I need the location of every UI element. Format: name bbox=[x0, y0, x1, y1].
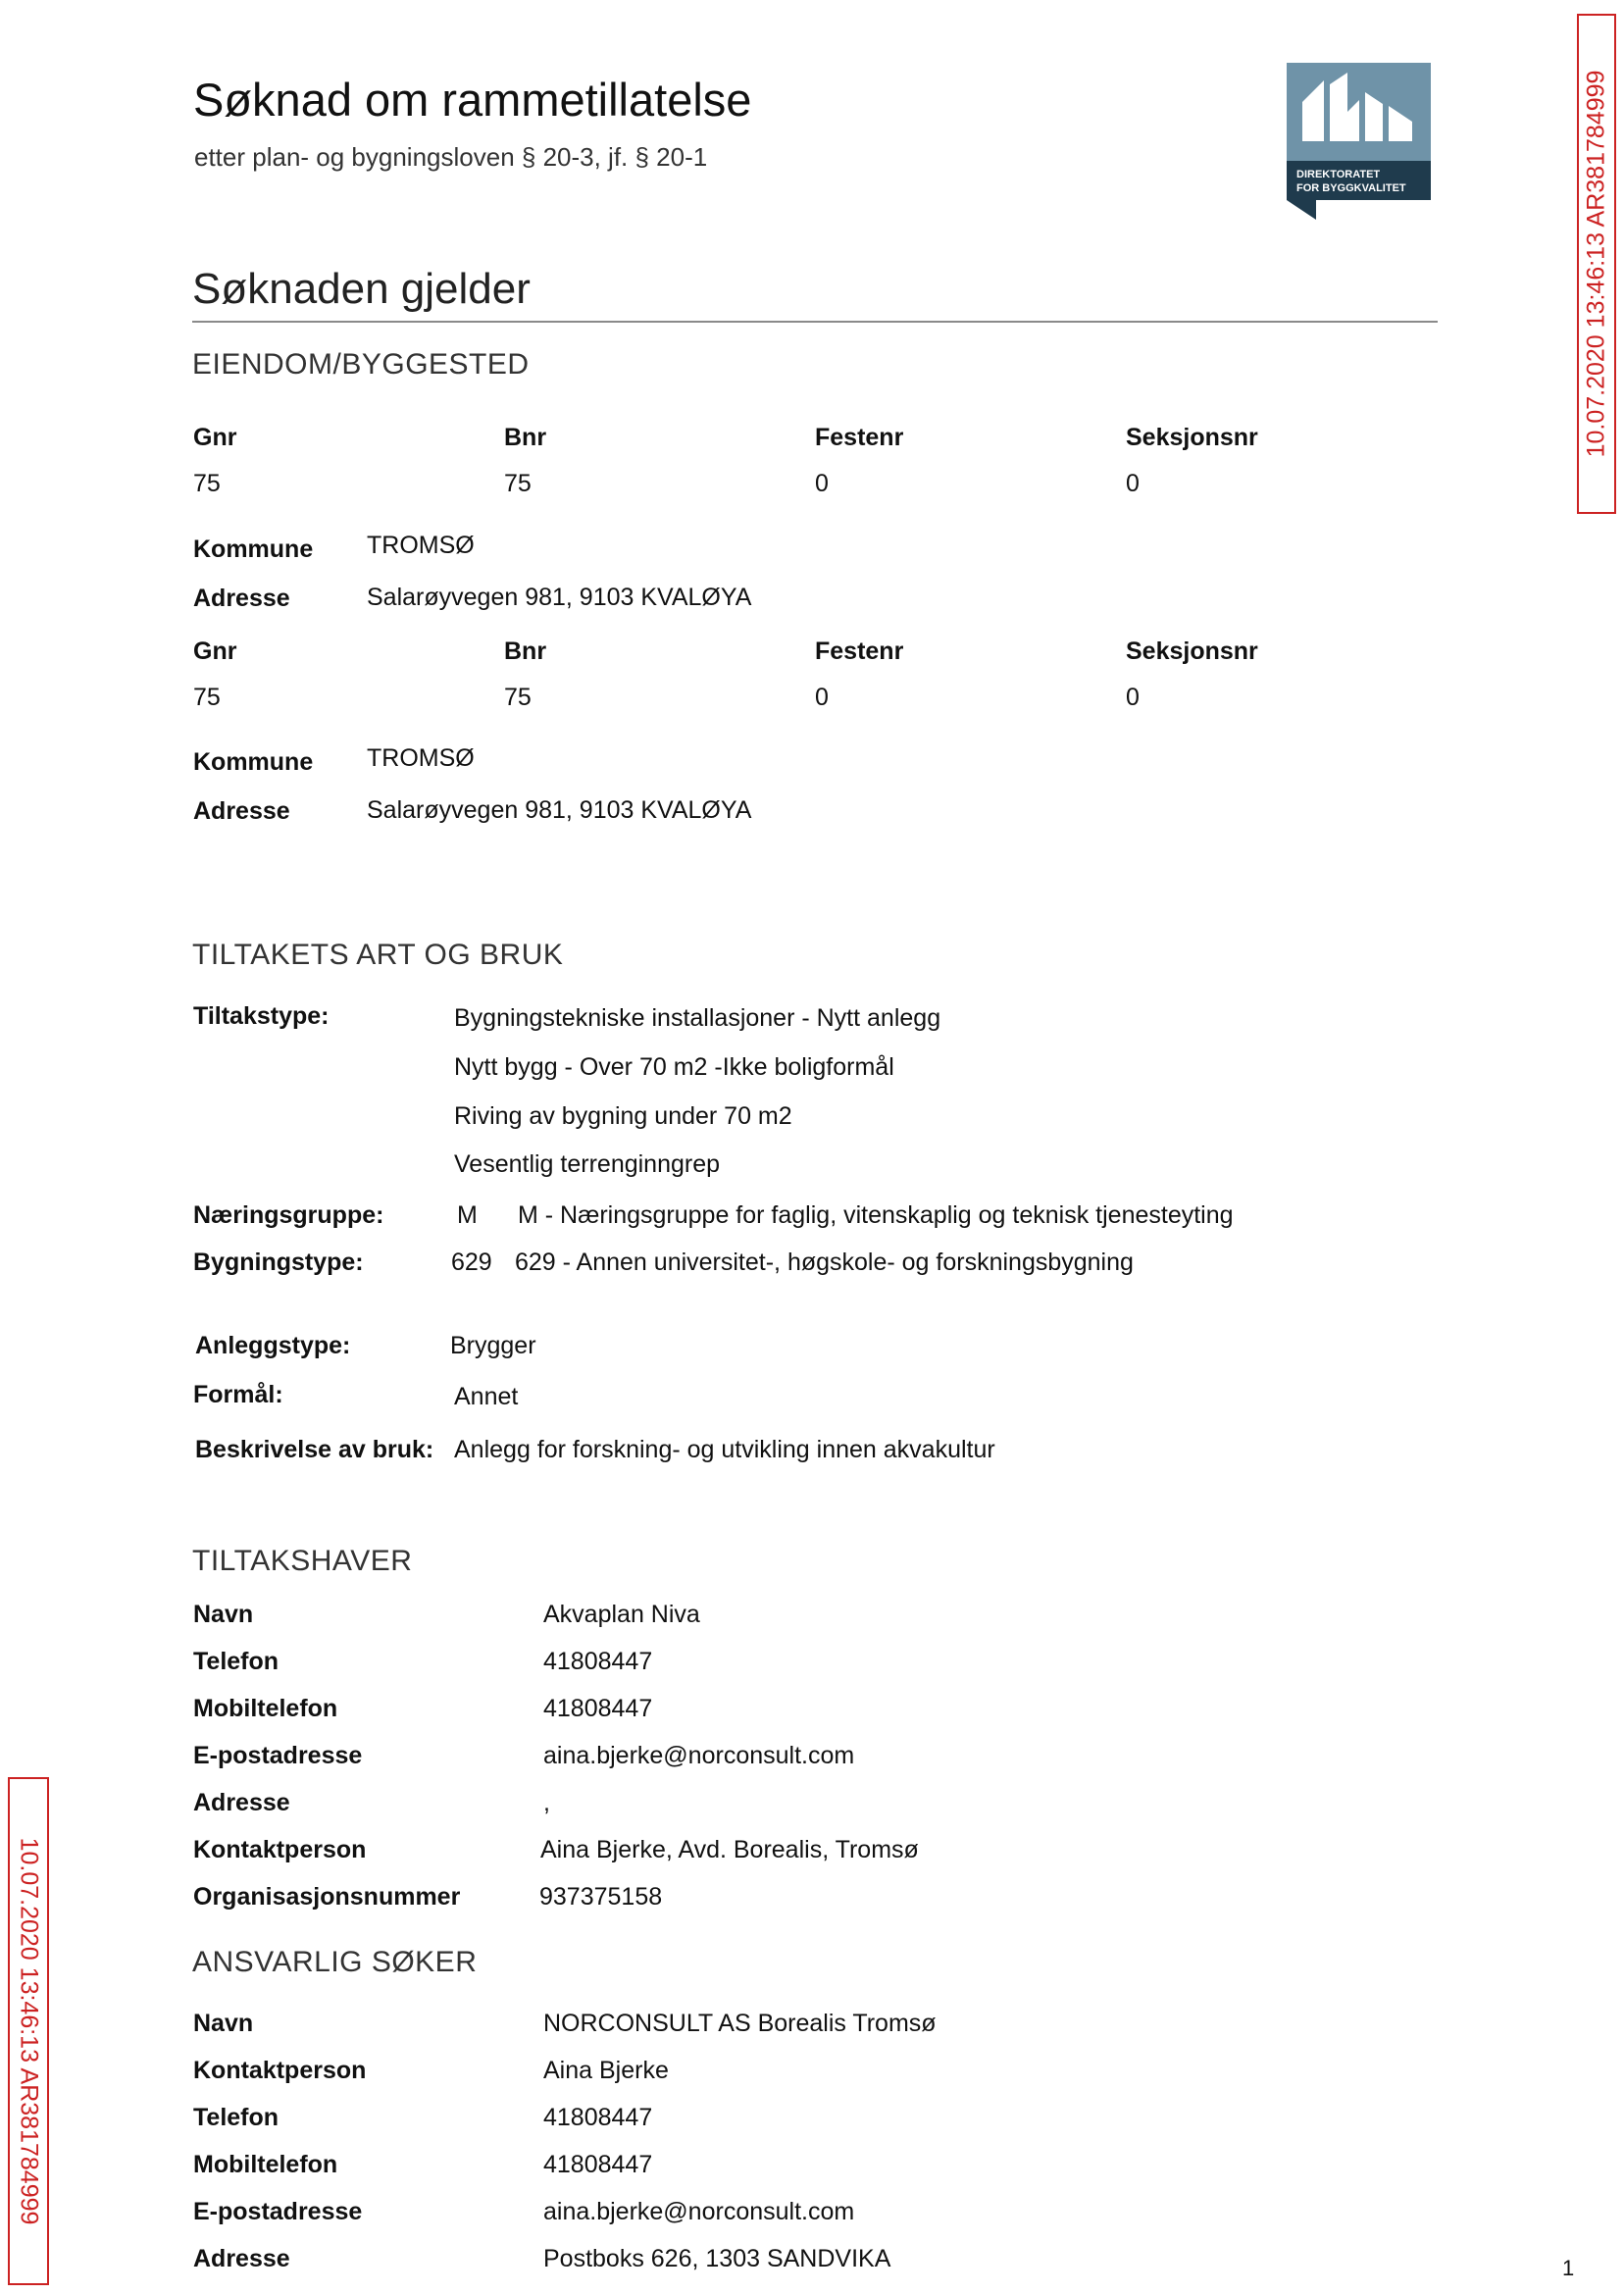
bygningstype-label: Bygningstype: bbox=[193, 1249, 364, 1276]
adresse-label: Adresse bbox=[193, 797, 290, 825]
tiltakshaver-mobil-value: 41808447 bbox=[543, 1695, 653, 1722]
tiltakstype-label: Tiltakstype: bbox=[193, 1002, 330, 1030]
document-title: Søknad om rammetillatelse bbox=[193, 74, 752, 126]
document-subtitle: etter plan- og bygningsloven § 20-3, jf. § 20-1 bbox=[194, 142, 708, 172]
naeringsgruppe-code: M bbox=[457, 1201, 478, 1229]
tiltakstype-item: Vesentlig terrenginngrep bbox=[454, 1150, 721, 1178]
stamp-text: 10.07.2020 13:46:13 AR381784999 bbox=[15, 1837, 43, 2225]
seksjonsnr-label: Seksjonsnr bbox=[1126, 424, 1258, 451]
tiltakstype-item: Riving av bygning under 70 m2 bbox=[454, 1102, 792, 1130]
ansvarlig-epost-value: aina.bjerke@norconsult.com bbox=[543, 2198, 855, 2225]
dibk-logo bbox=[1287, 63, 1431, 220]
gnr-label: Gnr bbox=[193, 637, 237, 665]
ansvarlig-mobil-value: 41808447 bbox=[543, 2151, 653, 2178]
section-title: Søknaden gjelder bbox=[192, 265, 531, 313]
beskrivelse-value: Anlegg for forskning- og utvikling innen akvakultur bbox=[454, 1436, 995, 1463]
tiltakshaver-orgnr-label: Organisasjonsnummer bbox=[193, 1883, 461, 1911]
ansvarlig-telefon-value: 41808447 bbox=[543, 2104, 653, 2131]
tiltakstype-item: Nytt bygg - Over 70 m2 -Ikke boligformål bbox=[454, 1053, 894, 1081]
formal-value: Annet bbox=[454, 1383, 519, 1410]
tiltakshaver-adresse-label: Adresse bbox=[193, 1789, 290, 1816]
ansvarlig-kontaktperson-label: Kontaktperson bbox=[193, 2057, 367, 2084]
formal-label: Formål: bbox=[193, 1381, 283, 1408]
ansvarlig-navn-label: Navn bbox=[193, 2010, 254, 2037]
festenr-value: 0 bbox=[815, 684, 829, 711]
stamp-text: 10.07.2020 13:46:13 AR381784999 bbox=[1582, 70, 1610, 458]
kommune-value: TROMSØ bbox=[367, 744, 475, 772]
ansvarlig-adresse-label: Adresse bbox=[193, 2245, 290, 2272]
gnr-value: 75 bbox=[193, 470, 221, 497]
tiltakshaver-orgnr-value: 937375158 bbox=[539, 1883, 663, 1911]
bnr-value: 75 bbox=[504, 470, 532, 497]
festenr-label: Festenr bbox=[815, 637, 904, 665]
naeringsgruppe-label: Næringsgruppe: bbox=[193, 1201, 384, 1229]
tiltakshaver-epost-label: E-postadresse bbox=[193, 1742, 363, 1769]
naeringsgruppe-value: M - Næringsgruppe for faglig, vitenskaplig og teknisk tjenesteyting bbox=[518, 1201, 1234, 1229]
tiltakstype-item: Bygningstekniske installasjoner - Nytt anlegg bbox=[454, 1004, 941, 1032]
ansvarlig-adresse-value: Postboks 626, 1303 SANDVIKA bbox=[543, 2245, 891, 2272]
timestamp-stamp-right bbox=[1577, 14, 1616, 514]
eiendom-heading: EIENDOM/BYGGESTED bbox=[192, 348, 530, 381]
ansvarlig-epost-label: E-postadresse bbox=[193, 2198, 363, 2225]
tiltakshaver-epost-value: aina.bjerke@norconsult.com bbox=[543, 1742, 855, 1769]
ansvarlig-kontaktperson-value: Aina Bjerke bbox=[543, 2057, 669, 2084]
kommune-label: Kommune bbox=[193, 535, 314, 563]
kommune-value: TROMSØ bbox=[367, 532, 475, 559]
dibk-logo-icon bbox=[1287, 63, 1431, 220]
ansvarlig-telefon-label: Telefon bbox=[193, 2104, 279, 2131]
timestamp-stamp-left bbox=[8, 1777, 49, 2285]
svg-text:FOR BYGGKVALITET: FOR BYGGKVALITET bbox=[1296, 182, 1406, 194]
adresse-value: Salarøyvegen 981, 9103 KVALØYA bbox=[367, 796, 752, 824]
tiltakshaver-adresse-value: , bbox=[543, 1789, 550, 1816]
anleggstype-value: Brygger bbox=[450, 1332, 536, 1359]
svg-text:DIREKTORATET: DIREKTORATET bbox=[1296, 169, 1381, 180]
tiltak-heading: TILTAKETS ART OG BRUK bbox=[192, 939, 564, 971]
tiltakshaver-heading: TILTAKSHAVER bbox=[192, 1545, 413, 1577]
tiltakshaver-navn-value: Akvaplan Niva bbox=[543, 1601, 700, 1628]
tiltakshaver-mobil-label: Mobiltelefon bbox=[193, 1695, 338, 1722]
tiltakshaver-kontaktperson-value: Aina Bjerke, Avd. Borealis, Tromsø bbox=[540, 1836, 919, 1863]
bnr-label: Bnr bbox=[504, 637, 547, 665]
tiltakshaver-telefon-label: Telefon bbox=[193, 1648, 279, 1675]
anleggstype-label: Anleggstype: bbox=[195, 1332, 351, 1359]
adresse-label: Adresse bbox=[193, 585, 290, 612]
tiltakshaver-telefon-value: 41808447 bbox=[543, 1648, 653, 1675]
adresse-value: Salarøyvegen 981, 9103 KVALØYA bbox=[367, 584, 752, 611]
seksjonsnr-label: Seksjonsnr bbox=[1126, 637, 1258, 665]
ansvarlig-navn-value: NORCONSULT AS Borealis Tromsø bbox=[543, 2010, 937, 2037]
festenr-value: 0 bbox=[815, 470, 829, 497]
ansvarlig-heading: ANSVARLIG SØKER bbox=[192, 1946, 478, 1978]
bygningstype-value: 629 - Annen universitet-, høgskole- og forskningsbygning bbox=[515, 1249, 1134, 1276]
kommune-label: Kommune bbox=[193, 748, 314, 776]
gnr-value: 75 bbox=[193, 684, 221, 711]
seksjonsnr-value: 0 bbox=[1126, 684, 1140, 711]
bnr-label: Bnr bbox=[504, 424, 547, 451]
bygningstype-code: 629 bbox=[451, 1249, 492, 1276]
tiltakshaver-kontaktperson-label: Kontaktperson bbox=[193, 1836, 367, 1863]
festenr-label: Festenr bbox=[815, 424, 904, 451]
section-divider bbox=[192, 321, 1438, 323]
beskrivelse-label: Beskrivelse av bruk: bbox=[195, 1436, 434, 1463]
tiltakshaver-navn-label: Navn bbox=[193, 1601, 254, 1628]
gnr-label: Gnr bbox=[193, 424, 237, 451]
ansvarlig-mobil-label: Mobiltelefon bbox=[193, 2151, 338, 2178]
seksjonsnr-value: 0 bbox=[1126, 470, 1140, 497]
page-number: 1 bbox=[1562, 2256, 1575, 2280]
bnr-value: 75 bbox=[504, 684, 532, 711]
